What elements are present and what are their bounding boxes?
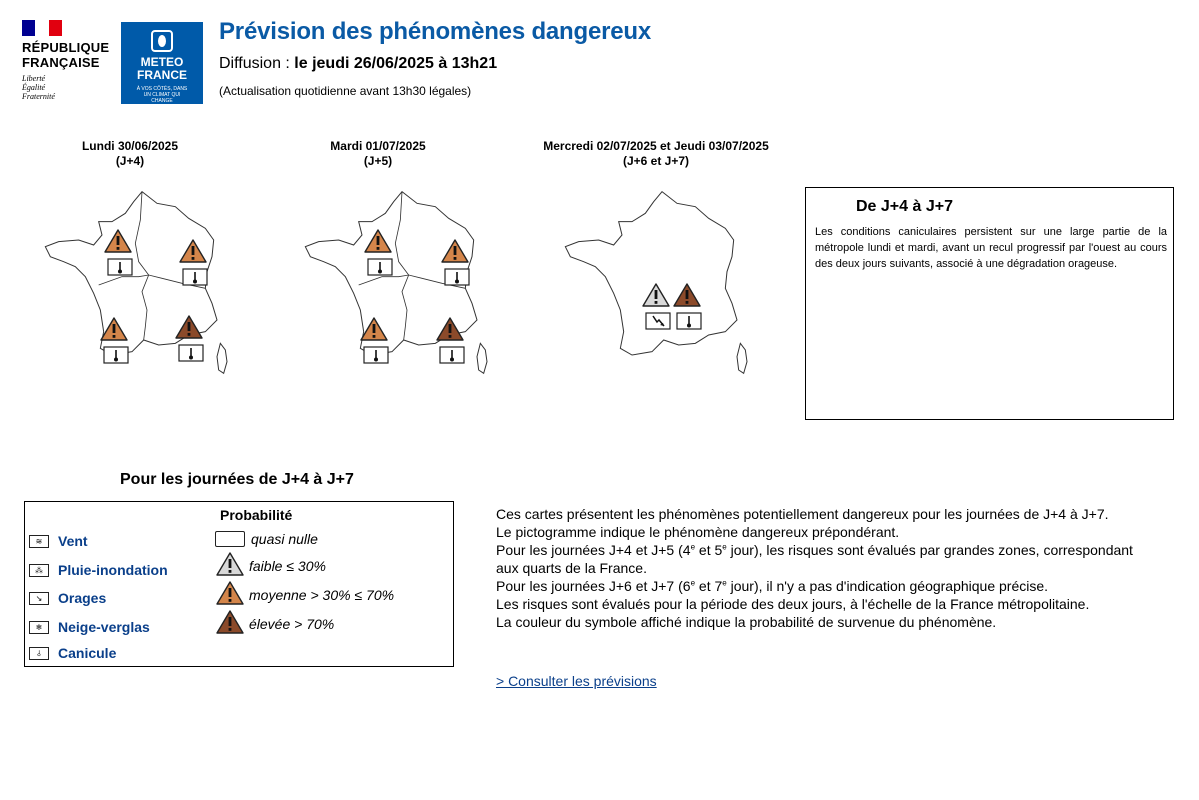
legend-title: Pour les journées de J+4 à J+7 [120,471,354,488]
warning-j5-sw[interactable] [359,316,393,364]
canicule-pictogram-icon [178,344,204,362]
warning-j5-se[interactable] [435,316,469,364]
prob-moyenne: moyenne > 30% ≤ 70% [215,585,394,605]
warning-triangle-icon [435,316,465,342]
legend-orages: ↘ Orages [29,589,106,607]
probability-title: Probabilité [220,507,293,523]
canicule-pictogram-icon [444,268,470,286]
canicule-pictogram-icon [363,346,389,364]
rf-motto: Liberté Égalité Fraternité [22,74,55,101]
summary-text: Les conditions caniculaires persistent sur une large partie de la métropole lundi et mardi, avant un recul progressif par l'ouest au cours des deux jours suivants, associé à une dégradation orageuse. [815,226,1167,270]
day-header-j5: Mardi 01/07/2025 (J+5) [330,139,426,168]
canicule-pictogram-icon [107,258,133,276]
warning-triangle-icon [641,282,671,308]
canicule-pictogram-icon [439,346,465,364]
warning-j4-sw[interactable] [99,316,133,364]
warning-j5-ne[interactable] [440,238,474,286]
republique-francaise-logo [22,20,117,101]
prob-quasi-nulle: quasi nulle [215,529,318,549]
meteo-france-icon [151,30,173,52]
warning-j4-se[interactable] [174,314,208,362]
french-flag-icon [22,20,62,36]
prob-elevee: élevée > 70% [215,614,334,634]
info-text: Ces cartes présentent les phénomènes potentiellement dangereux pour les journées de J+4 à J+7. Le pictogramme indique le phénomène dangereux prépondérant. Pour les journées J+4 et J+5 (4e et 5e jour), les risques sont évalués par grandes zones, correspondant aux quarts de la France. Pour les journées J+6 et J+7 (6e et 7e jour), il n'y a pas d'indication géographique précise. Les risques sont évalués pour la période des deux jours, à l'échelle de la France métropolitaine. La couleur du symbole affiché indique la probabilité de survenue du phénomène. [496,506,1133,630]
legend-neige: ❄ Neige-verglas [29,618,150,636]
map-j5[interactable] [282,185,522,385]
legend-canicule: ⫰ Canicule [29,644,116,662]
legend-box [24,501,454,667]
warning-triangle-icon [215,551,245,577]
meteo-france-logo[interactable]: METEO FRANCE À VOS CÔTÉS, DANS UN CLIMAT QUI CHANGE [121,22,203,104]
thermometer-icon: ⫰ [29,647,49,660]
warning-j5-nw[interactable] [363,228,397,276]
empty-box-icon [215,531,245,547]
warning-triangle-icon [363,228,393,254]
warning-moyenne-icon [215,580,245,611]
rf-name: RÉPUBLIQUE FRANÇAISE [22,40,110,70]
diffusion-line: Diffusion : le jeudi 26/06/2025 à 13h21 [219,55,498,72]
canicule-pictogram-icon [367,258,393,276]
warning-j6-canicule[interactable] [672,282,706,330]
canicule-pictogram-icon [103,346,129,364]
consult-forecast-link[interactable]: > Consulter les prévisions [496,673,657,689]
snow-ice-icon: ❄ [29,621,49,634]
warning-triangle-icon [178,238,208,264]
france-map-j5 [282,185,522,385]
legend-vent: ≋ Vent [29,532,88,550]
day-header-j4: Lundi 30/06/2025 (J+4) [81,139,179,168]
warning-j4-nw[interactable] [103,228,137,276]
warning-faible-icon [215,551,245,582]
wind-icon: ≋ [29,535,49,548]
warning-triangle-icon [440,238,470,264]
warning-j6-orages[interactable] [641,282,675,330]
prob-faible: faible ≤ 30% [215,556,326,576]
rain-flood-icon: ⁂ [29,564,49,577]
warning-triangle-icon [672,282,702,308]
orages-pictogram-icon [645,312,671,330]
warning-triangle-icon [174,314,204,340]
page-title: Prévision des phénomènes dangereux [219,18,652,45]
warning-j4-ne[interactable] [178,238,212,286]
warning-elevee-icon [215,609,245,640]
warning-triangle-icon [103,228,133,254]
canicule-pictogram-icon [676,312,702,330]
canicule-pictogram-icon [182,268,208,286]
map-j4[interactable] [22,185,262,385]
lightning-icon: ↘ [29,592,49,605]
summary-title: De J+4 à J+7 [856,198,953,215]
day-header-j6-j7: Mercredi 02/07/2025 et Jeudi 03/07/2025 (J+6 et J+7) [543,139,769,168]
warning-triangle-icon [215,580,245,606]
france-map-j4 [22,185,262,385]
legend-pluie: ⁂ Pluie-inondation [29,561,168,579]
warning-triangle-icon [359,316,389,342]
summary-panel [805,187,1174,420]
update-note: (Actualisation quotidienne avant 13h30 légales) [219,84,472,98]
warning-triangle-icon [99,316,129,342]
warning-triangle-icon [215,609,245,635]
